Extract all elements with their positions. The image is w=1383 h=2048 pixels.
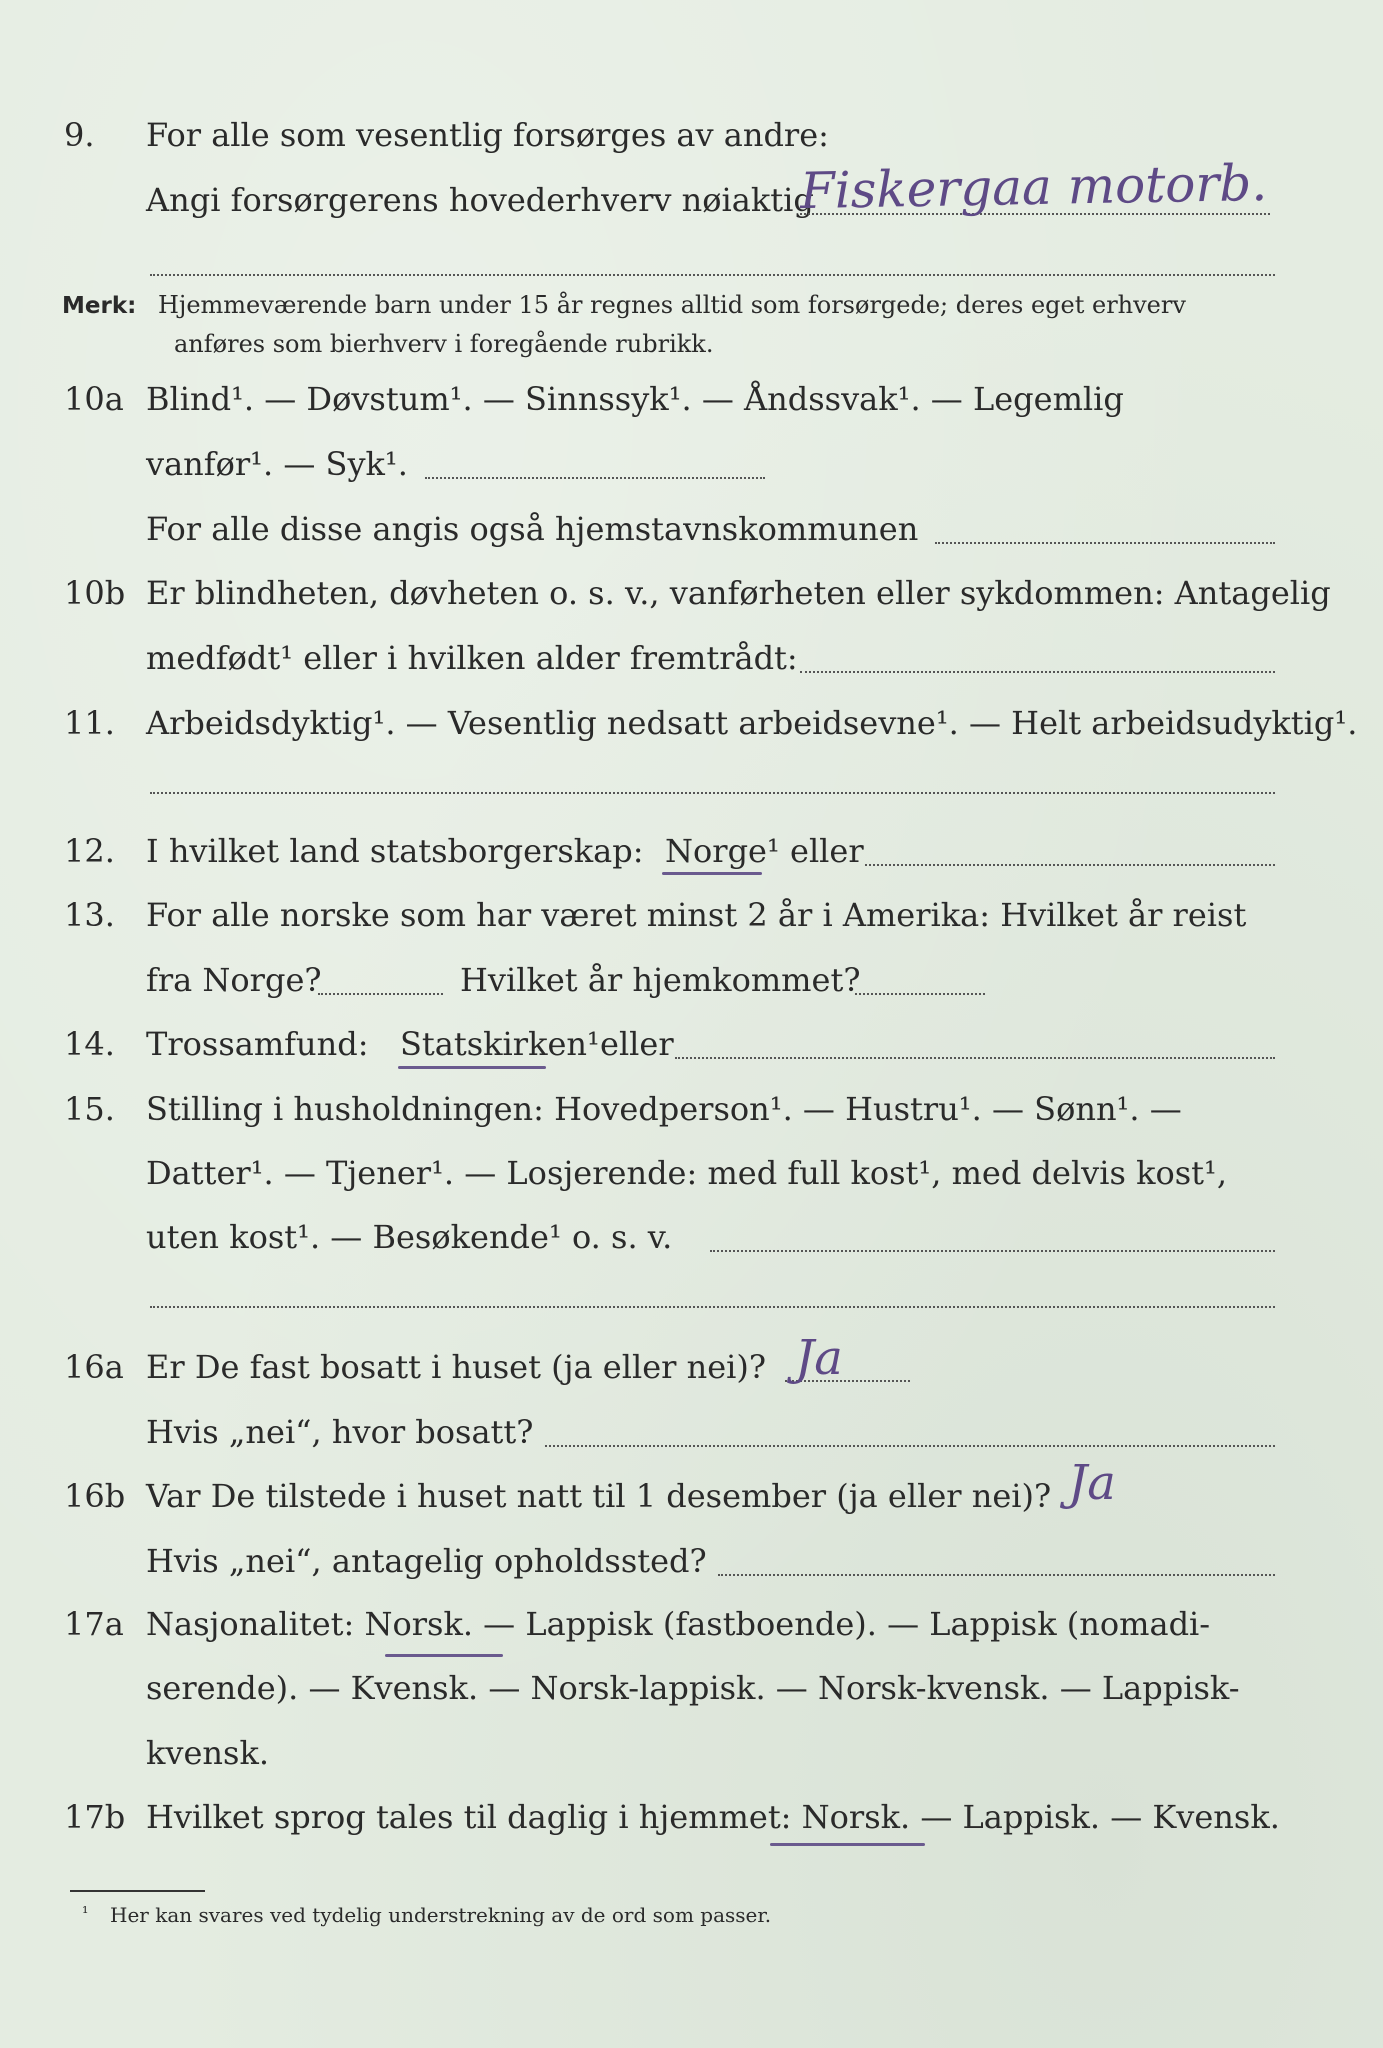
q10a-row-3 <box>0 502 1383 556</box>
q16b-line-1: Var De tilstede i huset natt til 1 desember (ja eller nei)? <box>146 1477 1052 1515</box>
q10b-line-2: medfødt¹ eller i hvilken alder fremtrådt: <box>146 639 798 677</box>
q13-row-2 <box>0 953 1383 1007</box>
q10a-syk-dots[interactable] <box>425 475 765 479</box>
q12-row <box>0 824 1383 878</box>
q16b-number: 16b <box>64 1477 126 1515</box>
q16a-line-2: Hvis „nei“, hvor bosatt? <box>146 1413 534 1451</box>
q13-row-1 <box>0 888 1383 942</box>
q15-line-3: uten kost¹. — Besøkende¹ o. s. v. <box>146 1218 673 1256</box>
q16a-handwritten-answer[interactable]: Ja <box>795 1330 843 1386</box>
q16b-row-1 <box>0 1469 1383 1523</box>
q15-number: 15. <box>64 1090 115 1128</box>
q17a-row-2 <box>0 1661 1383 1715</box>
q9-line-2: Angi forsørgerens hovederhverv nøiaktig <box>146 181 814 219</box>
q17b-norsk-underline <box>770 1843 925 1846</box>
q12-answer-dots[interactable] <box>865 862 1275 866</box>
q10b-line-1: Er blindheten, døvheten o. s. v., vanførheten eller sykdommen: Antagelig <box>146 574 1331 612</box>
q14-prefix: Trossamfund: <box>146 1025 369 1063</box>
q10a-line-2: vanfør¹. — Syk¹. <box>146 445 408 483</box>
q10a-kommune-dots[interactable] <box>935 540 1275 544</box>
q14-suffix: eller <box>600 1025 674 1063</box>
q17a-row-3 <box>0 1726 1383 1780</box>
q11-line-1: Arbeidsdyktig¹. — Vesentlig nedsatt arbeidsevne¹. — Helt arbeidsudyktig¹. <box>146 704 1358 742</box>
merk-text-1: Hjemmeværende barn under 15 år regnes alltid som forsørgede; deres eget erhverv <box>157 291 1186 319</box>
q13-line-1: For alle norske som har været minst 2 år i Amerika: Hvilket år reist <box>146 896 1247 934</box>
q10b-number: 10b <box>64 574 126 612</box>
q16a-row-1 <box>0 1340 1383 1394</box>
q10a-row-2 <box>0 437 1383 491</box>
q17a-number: 17a <box>64 1605 124 1643</box>
q11-answer-line[interactable] <box>150 790 1275 794</box>
merk-note <box>62 286 1292 363</box>
q11-row-1 <box>0 696 1383 750</box>
q14-statskirken-option[interactable]: Statskirken¹ <box>400 1025 600 1063</box>
q16b-opholdssted-dots[interactable] <box>718 1572 1275 1576</box>
q17a-row-1 <box>0 1597 1383 1651</box>
q12-number: 12. <box>64 832 115 870</box>
q15-row-2 <box>0 1146 1383 1200</box>
q9-extra-answer-line[interactable] <box>150 272 1275 276</box>
q9-handwritten-answer[interactable]: Fiskergaa motorb. <box>799 153 1268 221</box>
q12-norge-option[interactable]: Norge¹ <box>665 832 780 870</box>
q14-statskirken-underline <box>398 1066 546 1069</box>
q10b-answer-dots[interactable] <box>800 669 1275 673</box>
q13-line-2b: Hvilket år hjemkommet? <box>460 961 861 999</box>
merk-text-2: anføres som bierhverv i foregående rubrikk. <box>174 330 714 358</box>
q15-line-1: Stilling i husholdningen: Hovedperson¹. — Hustru¹. — Sønn¹. — <box>146 1090 1182 1128</box>
footnote-rule <box>70 1890 205 1892</box>
q16a-bosatt-dots[interactable] <box>545 1443 1275 1447</box>
q9-number: 9. <box>64 116 95 154</box>
q17b-line-1: Hvilket sprog tales til daglig i hjemmet: Norsk. — Lappisk. — Kvensk. <box>146 1798 1280 1836</box>
q16a-line-1: Er De fast bosatt i huset (ja eller nei)? <box>146 1348 767 1386</box>
q10a-line-1: Blind¹. — Døvstum¹. — Sinnssyk¹. — Åndssvak¹. — Legemlig <box>146 380 1124 418</box>
q17a-line-1: Nasjonalitet: Norsk. — Lappisk (fastboende). — Lappisk (nomadi- <box>146 1605 1211 1643</box>
q16b-row-2 <box>0 1534 1383 1588</box>
q13-number: 13. <box>64 896 115 934</box>
footnote-text: Her kan svares ved tydelig understrekning av de ord som passer. <box>110 1903 772 1927</box>
q13-reist-dots[interactable] <box>318 991 443 995</box>
q16b-handwritten-answer[interactable]: Ja <box>1068 1455 1116 1511</box>
q16a-row-2 <box>0 1405 1383 1459</box>
q17a-line-2: serende). — Kvensk. — Norsk-lappisk. — Norsk-kvensk. — Lappisk- <box>146 1669 1240 1707</box>
q17a-norsk-underline <box>385 1654 503 1657</box>
q15-row-1 <box>0 1082 1383 1136</box>
q11-number: 11. <box>64 704 115 742</box>
q15-extra-answer-line[interactable] <box>150 1304 1275 1308</box>
q14-number: 14. <box>64 1025 115 1063</box>
q10a-row-1 <box>0 372 1383 426</box>
q16a-number: 16a <box>64 1348 124 1386</box>
q13-hjemkommet-dots[interactable] <box>855 991 985 995</box>
footnote <box>82 1900 772 1930</box>
q17b-row-1 <box>0 1790 1383 1844</box>
q15-line-2: Datter¹. — Tjener¹. — Losjerende: med full kost¹, med delvis kost¹, <box>146 1154 1228 1192</box>
q10a-number: 10a <box>64 380 124 418</box>
q14-answer-dots[interactable] <box>675 1055 1275 1059</box>
q10b-row-1 <box>0 566 1383 620</box>
q12-norge-underline <box>662 872 762 875</box>
q17a-line-3: kvensk. <box>146 1734 269 1772</box>
q13-line-2a: fra Norge? <box>146 961 322 999</box>
q12-prefix: I hvilket land statsborgerskap: <box>146 832 644 870</box>
q17b-number: 17b <box>64 1798 126 1836</box>
q16b-line-2: Hvis „nei“, antagelig opholdssted? <box>146 1542 707 1580</box>
merk-label: Merk: <box>62 293 137 319</box>
q14-row <box>0 1017 1383 1071</box>
q10a-line-3: For alle disse angis også hjemstavnskommunen <box>146 510 919 548</box>
footnote-mark: ¹ <box>82 1903 89 1922</box>
q9-row-1 <box>0 108 1383 162</box>
q15-answer-dots[interactable] <box>710 1248 1275 1252</box>
q15-row-3 <box>0 1210 1383 1264</box>
q10b-row-2 <box>0 631 1383 685</box>
q12-suffix: eller <box>790 832 864 870</box>
q9-line-1: For alle som vesentlig forsørges av andre: <box>146 116 829 154</box>
